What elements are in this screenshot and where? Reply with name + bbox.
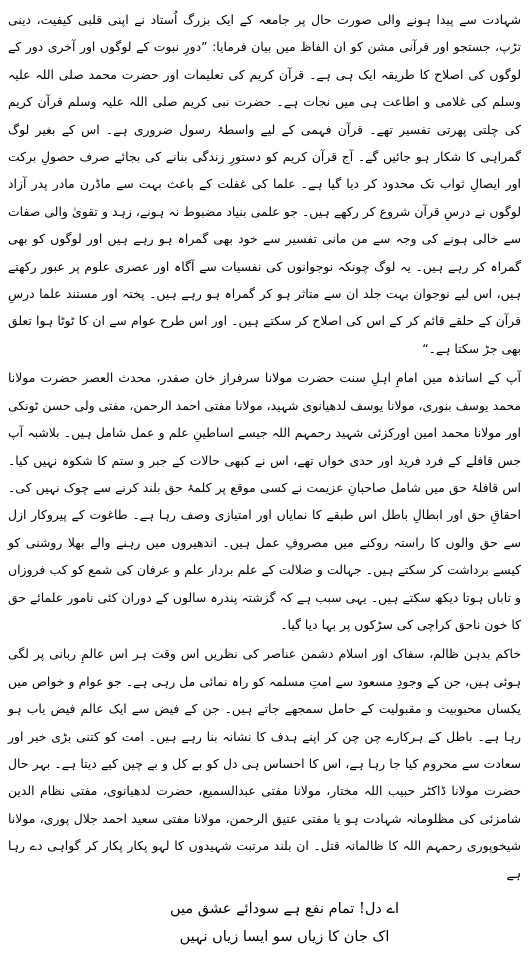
article-body xyxy=(8,6,521,887)
verse-line-1: اے دل! تمام نفع ہے سودائے عشق میں xyxy=(169,901,400,917)
verse-line-2: اک جان کا زیاں سو ایسا زیاں نہیں xyxy=(179,929,390,945)
poetry-couplet xyxy=(8,895,521,951)
paragraph-1: شہادت سے پیدا ہونے والی صورت حال پر جامعہ کے ایک بزرگ اُستاد نے اپنی قلبی کیفیت، دینی تڑپ، جستجو اور قرآنی مشن کو ان الفاظ میں بیان فرمایا: ”دورِ نبوت کے لوگوں اور آخری دور کے لوگوں کی اصلاح کا طریقہ ایک ہی ہے۔ قرآن کریم کی تعلیمات اور حضرت محمد صلی اللہ علیہ وسلم کی غلامی و اطاعت ہی میں نجات ہے۔ حضرت نبی کریم صلی اللہ علیہ وسلم قرآن کریم کی چلتی پھرتی تفسیر تھے۔ قرآن فہمی کے لیے واسطۂ رسول ضروری ہے۔ اس کے بغیر لوگ گمراہی کا شکار ہو جائیں گے۔ آج قرآن کریم کو دستورِ زندگی بنانے کی بجائے صرف حصولِ برکت اور ایصالِ ثواب تک محدود کر دیا گیا ہے۔ علما کی غفلت کے باعث بہت سے ماڈرن مادر پدر آزاد لوگوں نے درسِ قرآن شروع کر رکھے ہیں۔ جو علمی بنیاد مضبوط نہ ہونے، زہد و تقویٰ والی صفات سے خالی ہونے کی وجہ سے من مانی تفسیر سے خود بھی گمراہ ہو رہے ہیں اور لوگوں کو بھی گمراہ کر رہے ہیں۔ یہ لوگ چونکہ نوجوانوں کی نفسیات سے آگاہ اور عصری علوم پر عبور رکھتے ہیں، اس لیے نوجوان بہت جلد ان سے متاثر ہو کر گمراہ ہو رہے ہیں۔ پختہ اور مستند علما درسِ قرآن کے حلقے قائم کر کے اس کی اصلاح کر سکتے ہیں۔ اور اس طرح عوام سے ان کا ٹوٹا ہوا تعلق بھی جڑ سکتا ہے۔“ xyxy=(8,12,521,356)
paragraph-2: آپ کے اساتذہ میں امامِ اہلِ سنت حضرت مولانا سرفراز خان صفدر، محدث العصر حضرت مولانا محمد یوسف بنوری، مولانا یوسف لدھیانوی شہید، مولانا مفتی احمد الرحمن، مفتی ولی حسن ٹونکی اور مولانا محمد امین اورکزئی شہید رحمہم اللہ جیسے اساطینِ علم و عمل شامل ہیں۔ بلاشبہ آپ جس قافلے کے فرد فرید اور حدی خواں تھے، اس نے کبھی حالات کے جبر و ستم کا شکوہ نہیں کیا۔ اس قافلۂ حق میں شامل صاحبانِ عزیمت نے کسی موقع پر کلمۂ حق بلند کرنے سے چوک نہیں کی۔ احقاقِ حق اور ابطالِ باطل اس طبقے کا نمایاں اور امتیازی وصف رہا ہے۔ طاغوت کے پیروکار ازل سے حق والوں کا راستہ روکنے میں مصروفِ عمل ہیں۔ اندھیروں میں رہنے والے بھلا روشنی کو کیسے برداشت کر سکتے ہیں۔ جہالت و ضلالت کے علم بردار علم و عرفان کی شمع کو کب فروزاں و تاباں ہوتا دیکھ سکتے ہیں۔ یہی سبب ہے کہ گزشتہ پندرہ سالوں کے دوران کئی نامور علمائے حق کا خون ناحق کراچی کی سڑکوں پر بہا دیا گیا۔ xyxy=(8,370,521,632)
paragraph-3: خاکم بدہن ظالم، سفاک اور اسلام دشمن عناصر کی نظریں اس وقت ہر اس عالمِ ربانی پر لگی ہوئی ہیں، جن کے وجودِ مسعود سے امتِ مسلمہ کو راہ نمائی مل رہی ہے۔ جو عوام و خواص میں یکساں محبوبیت و مقبولیت کے حامل سمجھے جاتے ہیں۔ جن کے فیض سے ایک عالم فیض یاب ہو رہا ہے۔ باطل کے ہرکارے چن چن کر اپنے ہدف کا نشانہ بنا رہے ہیں۔ امت کو کتنی بڑی خیر اور سعادت سے محروم کیا جا رہا ہے، اس کا احساس ہی دل کو بے کل و بے چین کیے دیتا ہے۔ بہر حال حضرت مولانا ڈاکٹر حبیب اللہ مختار، مولانا مفتی عبدالسمیع، حضرت لدھیانوی، مفتی نظام الدین شامزئی کی مظلومانہ شہادت ہو یا مفتی عتیق الرحمن، مولانا مفتی سعید احمد جلال پوری، مولانا شیخوپوری رحمہم اللہ کا ظالمانہ قتل۔ ان بلند مرتبت شہیدوں کا لہو پکار پکار کر گواہی دے رہا ہے xyxy=(8,646,521,881)
